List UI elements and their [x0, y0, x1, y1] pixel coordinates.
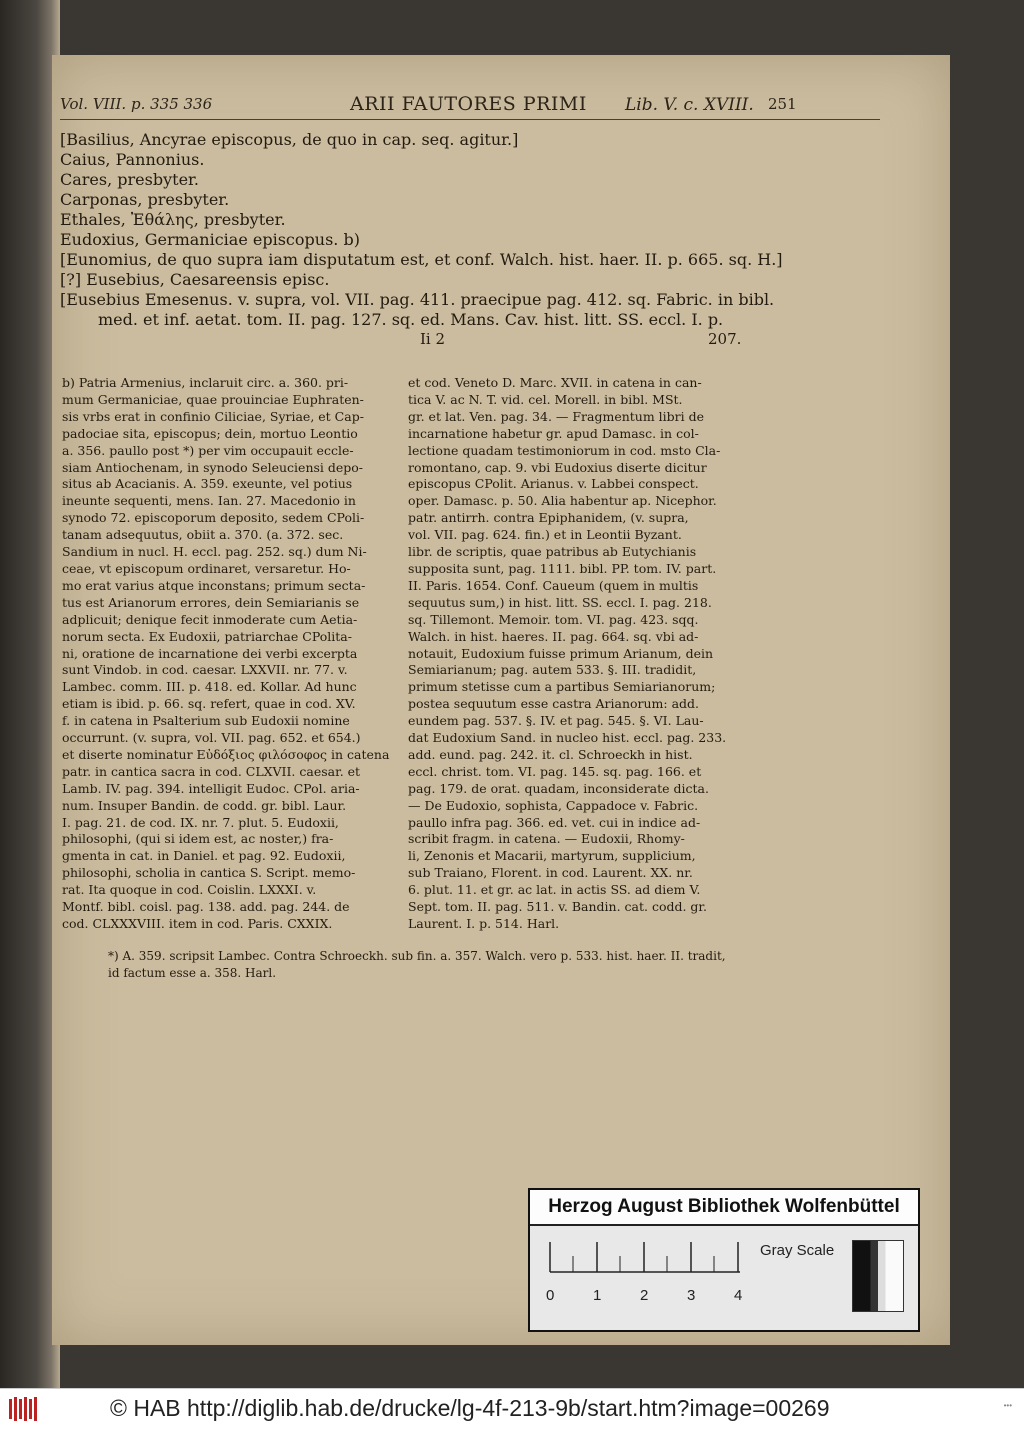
column-line: Sandium in nucl. H. eccl. pag. 252. sq.) dum Ni- — [62, 544, 367, 560]
column-line: patr. antirrh. contra Epiphanidem, (v. supra, — [408, 510, 689, 526]
footnote-column-left — [62, 375, 402, 933]
column-line: ceae, vt episcopum ordinaret, versaretur. Ho- — [62, 560, 351, 576]
name-list — [60, 130, 880, 330]
gray-scale-swatch — [852, 1240, 904, 1312]
column-line: add. eund. pag. 242. it. cl. Schroeckh in hist. — [408, 746, 693, 762]
list-entry: Caius, Pannonius. — [60, 150, 205, 169]
column-line: 6. plut. 11. et gr. ac lat. in actis SS. ad diem V. — [408, 882, 701, 898]
column-line: Lamb. IV. pag. 394. intelligit Eudoc. CPol. aria- — [62, 780, 360, 796]
ruler-tick-label: 2 — [640, 1287, 649, 1304]
column-line: cod. CLXXXVIII. item in cod. Paris. CXXIX. — [62, 916, 333, 931]
column-line: rat. Ita quoque in cod. Coislin. LXXXI. v. — [62, 882, 317, 898]
column-line: occurrunt. (v. supra, vol. VII. pag. 652. et 654.) — [62, 730, 361, 746]
column-line: situs ab Acacianis. A. 359. exeunte, vel potius — [62, 476, 353, 492]
column-line: eccl. christ. tom. VI. pag. 145. sq. pag. 166. et — [408, 763, 702, 779]
footer-dots: ••• — [1003, 1401, 1012, 1410]
column-line: norum secta. Ex Eudoxii, patriarchae CPolita- — [62, 628, 352, 644]
column-line: philosophi, (qui si idem est, ac noster,) fra- — [62, 831, 334, 847]
column-line: sunt Vindob. in cod. caesar. LXXVII. nr. 77. v. — [62, 662, 348, 678]
ruler-tick-label: 0 — [546, 1287, 555, 1304]
subfootnote-line: *) A. 359. scripsit Lambec. Contra Schroeckh. sub fin. a. 357. Walch. vero p. 533. hist. haer. II. tradit, — [108, 949, 726, 963]
column-line: II. Paris. 1654. Conf. Caueum (quem in multis — [408, 577, 699, 593]
column-line: romontano, cap. 9. vbi Eudoxius diserte dicitur — [408, 459, 707, 475]
list-entry: Carponas, presbyter. — [60, 190, 230, 209]
column-line: Semiarianum; pag. autem 533. §. III. tradidit, — [408, 662, 697, 678]
subfootnote-line: id factum esse a. 358. Harl. — [108, 966, 277, 980]
column-line: li, Zenonis et Macarii, martyrum, supplicium, — [408, 848, 696, 864]
column-line: — De Eudoxio, sophista, Cappadoce v. Fabric. — [408, 797, 699, 813]
column-line: oper. Damasc. p. 50. Alia habentur ap. Nicephor. — [408, 493, 717, 509]
column-line: gmenta in cat. in Daniel. et pag. 92. Eudoxii, — [62, 848, 346, 864]
column-line: sub Traiano, Florent. in cod. Laurent. XX. nr. — [408, 865, 693, 881]
column-line: sq. Tillemont. Memoir. tom. VI. pag. 423. sqq. — [408, 611, 699, 627]
column-line: gr. et lat. Ven. pag. 34. — Fragmentum libri de — [408, 408, 705, 424]
list-entry: Ethales, Ἐθάλης, presbyter. — [60, 210, 286, 229]
column-line: a. 356. paullo post *) per vim occupauit eccle- — [62, 442, 354, 458]
column-line: supposita sunt, pag. 1111. bibl. PP. tom. IV. part. — [408, 560, 717, 576]
column-line: et diserte nominatur Εὐδόξιος φιλόσοφος in catena — [62, 746, 390, 762]
column-line: paullo infra pag. 366. ed. vet. cui in indice ad- — [408, 814, 701, 830]
column-line: tus est Arianorum errores, dein Semiarianis se — [62, 594, 360, 610]
column-line: Montf. bibl. coisl. pag. 138. add. pag. 244. de — [62, 899, 350, 915]
column-line: pag. 179. de orat. quadam, inconsiderate dicta. — [408, 780, 709, 796]
header-book-chapter: Lib. V. c. XVIII. — [625, 95, 754, 115]
column-line: synodo 72. episcoporum deposito, sedem CPoli- — [62, 510, 365, 526]
column-line: etiam is ibid. p. 66. sq. refert, quae in cod. XV. — [62, 696, 356, 712]
ruler-tick-label: 1 — [593, 1287, 602, 1304]
header-volume-ref: Vol. VIII. p. 335 336 — [60, 95, 213, 113]
catchword: 207. — [708, 330, 742, 348]
column-line: mo erat varius atque inconstans; primum secta- — [62, 577, 366, 593]
column-line: ineunte sequenti, mens. Ian. 27. Macedonio in — [62, 493, 356, 509]
column-line: notauit, Eudoxium fuisse primum Arianum, dein — [408, 645, 714, 661]
list-entry: Cares, presbyter. — [60, 170, 200, 189]
page-number: 251 — [768, 95, 797, 113]
ruler-tick-label: 3 — [687, 1287, 696, 1304]
column-line: incarnatione habetur gr. apud Damasc. in col- — [408, 425, 699, 441]
list-entry: Eudoxius, Germaniciae episcopus. b) — [60, 230, 360, 249]
list-entry: [Eusebius Emesenus. v. supra, vol. VII. pag. 411. praecipue pag. 412. sq. Fabric. in bibl. — [60, 290, 775, 309]
running-header — [60, 95, 880, 123]
color-calibration-target — [528, 1188, 920, 1332]
column-line: Lambec. comm. III. p. 418. ed. Kollar. Ad hunc — [62, 679, 357, 695]
column-line: padociae sita, episcopus; dein, mortuo Leontio — [62, 425, 358, 441]
column-line: Laurent. I. p. 514. Harl. — [408, 916, 560, 931]
column-line: adplicuit; denique fecit inmoderate cum Aetia- — [62, 611, 358, 627]
column-line: mum Germaniciae, quae prouinciae Euphraten- — [62, 391, 364, 407]
gray-scale-label: Gray Scale — [760, 1242, 835, 1259]
column-line: tica V. ac N. T. vid. cel. Morell. in bibl. MSt. — [408, 391, 683, 407]
column-line: ni, oratione de incarnatione dei verbi excerpta — [62, 645, 358, 661]
column-line: sequutus sum,) in hist. litt. SS. eccl. I. pag. 218. — [408, 594, 712, 610]
footer-bar — [0, 1388, 1024, 1429]
column-line: sis vrbs erat in confinio Ciliciae, Syriae, et Cap- — [62, 408, 364, 424]
colorbar-title: Herzog August Bibliothek Wolfenbüttel — [530, 1190, 918, 1226]
column-line: postea sequutum esse castra Arianorum: add. — [408, 696, 700, 712]
list-entry: [Eunomius, de quo supra iam disputatum est, et conf. Walch. hist. haer. II. p. 665. sq. H.] — [60, 250, 783, 269]
column-line: et cod. Veneto D. Marc. XVII. in catena in can- — [408, 375, 702, 390]
column-line: vol. VII. pag. 624. fin.) et in Leontii Byzant. — [408, 527, 682, 543]
column-line: philosophi, scholia in cantica S. Script. memo- — [62, 865, 356, 881]
header-rule — [60, 119, 880, 120]
list-entry: med. et inf. aetat. tom. II. pag. 127. sq. ed. Mans. Cav. hist. litt. SS. eccl. I. p. — [98, 310, 724, 329]
signature-line — [60, 330, 880, 350]
footnote-column-right — [408, 375, 753, 933]
column-line: episcopus CPolit. Arianus. v. Labbei conspect. — [408, 476, 699, 492]
column-line: scribit fragm. in catena. — Eudoxii, Rhomy- — [408, 831, 685, 847]
column-line: siam Antiochenam, in synodo Seleuciensi depo- — [62, 459, 364, 475]
column-line: b) Patria Armenius, inclaruit circ. a. 360. pri- — [62, 375, 349, 390]
ruler-scale — [544, 1238, 754, 1310]
column-line: eundem pag. 537. §. IV. et pag. 545. §. VI. Lau- — [408, 713, 704, 729]
source-url-link[interactable]: © HAB http://diglib.hab.de/drucke/lg-4f-213-9b/start.htm?image=00269 — [110, 1395, 830, 1421]
hab-logo-icon — [8, 1395, 38, 1423]
column-line: lectione quadam testimoniorum in cod. msto Cla- — [408, 442, 721, 458]
column-line: primum stetisse cum a partibus Semiarianorum; — [408, 679, 716, 695]
column-line: num. Insuper Bandin. de codd. gr. bibl. Laur. — [62, 797, 347, 813]
column-line: tanam adsequutus, obiit a. 370. (a. 372. sec. — [62, 527, 344, 543]
list-entry: [Basilius, Ancyrae episcopus, de quo in cap. seq. agitur.] — [60, 130, 519, 149]
column-line: Sept. tom. II. pag. 511. v. Bandin. cat. codd. gr. — [408, 899, 707, 915]
column-line: patr. in cantica sacra in cod. CLXVII. caesar. et — [62, 763, 361, 779]
list-entry: [?] Eusebius, Caesareensis episc. — [60, 270, 330, 289]
column-line: dat Eudoxium Sand. in nucleo hist. eccl. pag. 233. — [408, 730, 727, 746]
column-line: Walch. in hist. haeres. II. pag. 664. sq. vbi ad- — [408, 628, 699, 644]
column-line: f. in catena in Psalterium sub Eudoxii nomine — [62, 713, 350, 729]
header-title: ARII FAUTORES PRIMI — [350, 93, 587, 115]
ruler-tick-label: 4 — [734, 1287, 743, 1304]
column-line: libr. de scriptis, quae patribus ab Eutychianis — [408, 544, 697, 560]
signature-mark: Ii 2 — [420, 330, 446, 348]
column-line: I. pag. 21. de cod. IX. nr. 7. plut. 5. Eudoxii, — [62, 814, 339, 830]
subfootnote — [108, 948, 808, 982]
book-spine — [0, 0, 60, 1388]
